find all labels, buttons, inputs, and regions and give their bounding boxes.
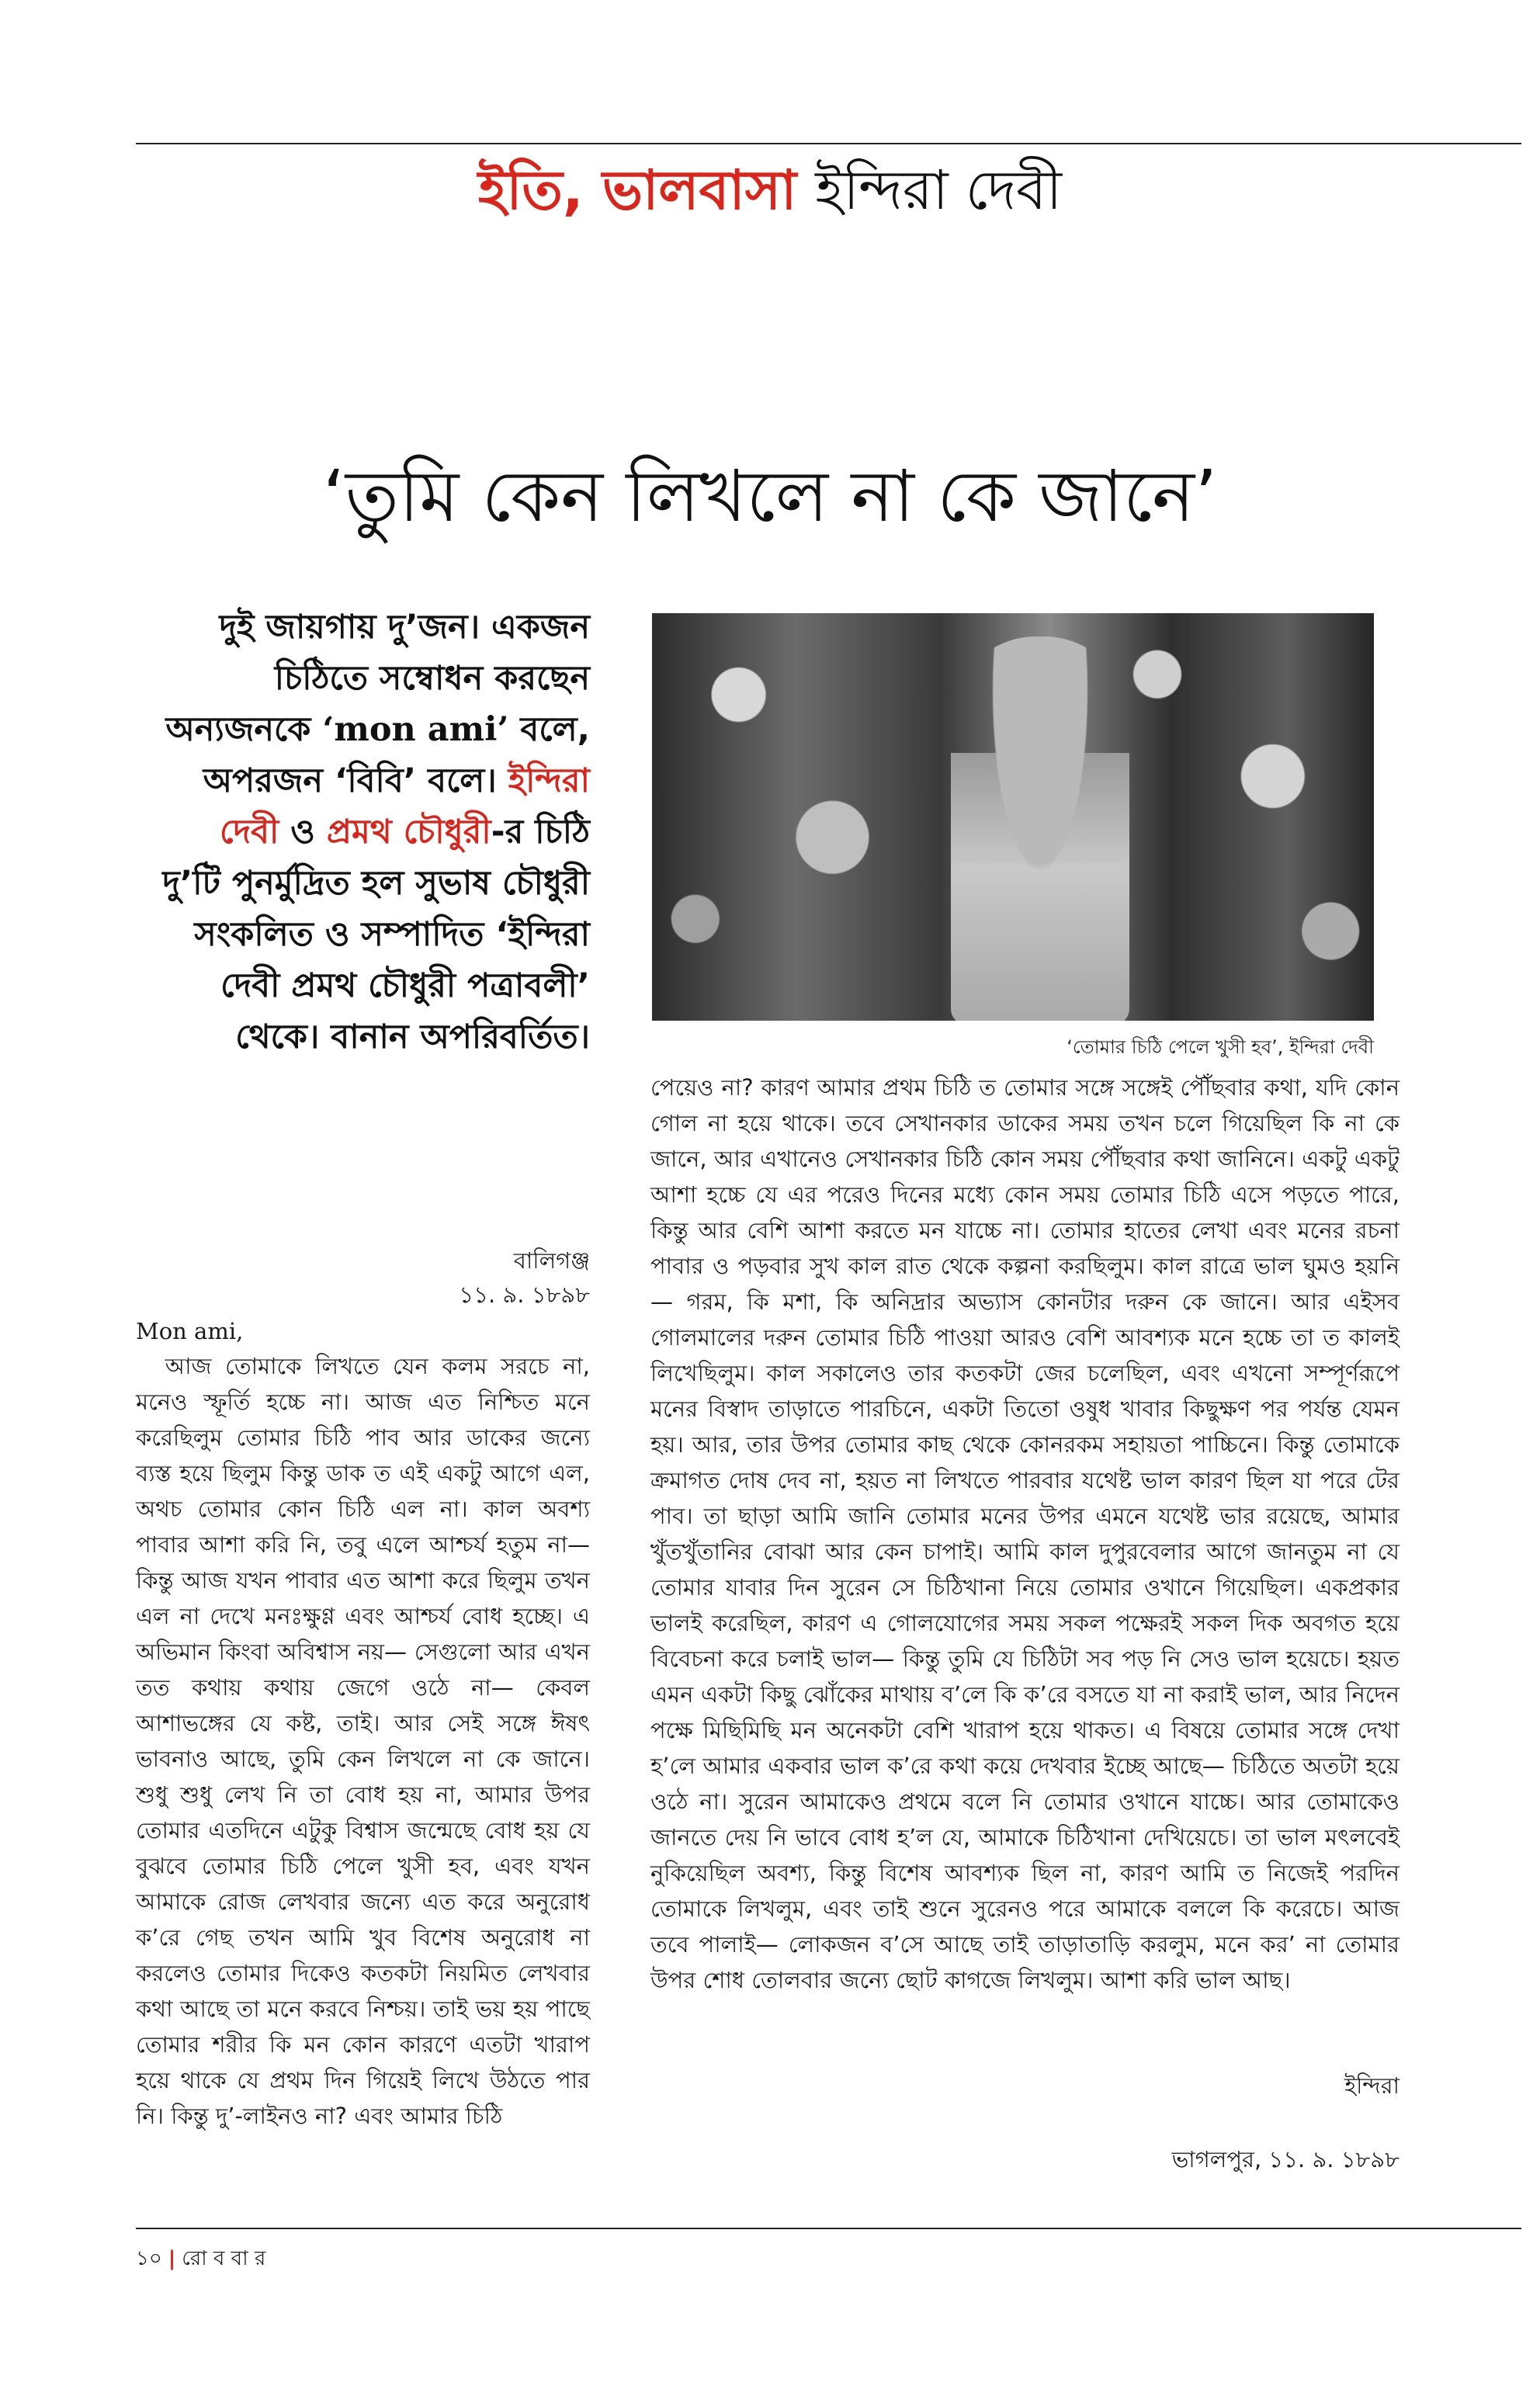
page-footer <box>136 2243 265 2274</box>
intro-mon-ami: ‘mon ami’ <box>322 710 509 749</box>
bottom-rule <box>136 2228 1521 2229</box>
letter-place: বালিগঞ্জ <box>513 1247 590 1274</box>
photo-caption: ‘তোমার চিঠি পেলে খুসী হব’, ইন্দিরা দেবী <box>1067 1036 1374 1058</box>
intro-text-3: ও <box>279 813 327 851</box>
intro-text-2: বলে, অপরজন ‘বিবি’ বলে। <box>203 710 590 800</box>
portrait-photo <box>652 613 1374 1021</box>
intro-blurb <box>155 602 590 1063</box>
section-header <box>0 155 1540 225</box>
photo-figure <box>951 636 1129 1021</box>
publication-name: রো ব বা র <box>182 2247 266 2270</box>
letter-salutation: Mon ami, <box>136 1318 244 1344</box>
letter-body-right-column: পেয়েও না? কারণ আমার প্রথম চিঠি ত তোমার সঙ্গে সঙ্গেই পৌঁছবার কথা, যদি কোন গোল না হয়ে থাকে। তবে সেখানকার ডাকের সময় তখন চলে গিয়েছিল কি না কে জানে, আর এখানেও সেখানকার চিঠি কোন সময় পৌঁছবার কথা জানিনে। একটু একটু আশা হচ্চে যে এর পরেও দিনের মধ্যে কোন সময় তোমার চিঠি এসে পড়তে পারে, কিন্তু আর বেশি আশা করতে মন যাচ্চে না। তোমার হাতের লেখা এবং মনের রচনা পাবার ও পড়বার সুখ কাল রাত থেকে কল্পনা করছিলুম। কাল রাত্রে ভাল ঘুমও হয়নি— গরম, কি মশা, কি অনিদ্রার অভ্যাস কোনটার দরুন কে জানে। আর এইসব গোলমালের দরুন তোমার চিঠি পাওয়া আরও বেশি আবশ্যক মনে হচ্চে তা ত কালই লিখেছিলুম। কাল সকালেও তার কতকটা জের চলেছিল, এবং এখনো সম্পূর্ণরূপে মনের বিস্বাদ তাড়াতে পারচিনে, একটা তিতো ওষুধ খাবার কিছুক্ষণ পর পর্যন্ত যেমন হয়। আর, তার উপর তোমার কাছ থেকে কোনরকম সহায়তা পাচ্চিনে। কিন্তু তোমাকে ক্রমাগত দোষ দেব না, হয়ত না লিখতে পারবার যথেষ্ট ভাল কারণ ছিল যা পরে টের পাব। তা ছাড়া আমি জানি তোমার মনের উপর এমনে যথেষ্ট ভার রয়েছে, আমার খুঁতখুঁতানির বোঝা আর কেন চাপাই। আমি কাল দুপুরবেলার আগে জানতুম না যে তোমার যাবার দিন সুরেন সে চিঠিখানা নিয়ে তোমার ওখানে গিয়েছিল। একপ্রকার ভালই করেছিল, কারণ এ গোলযোগের সময় সকল পক্ষেরই সকল দিক অবগত হয়ে বিবেচনা করে চলাই ভাল— কিন্তু তুমি যে চিঠিটা সব পড় নি সেও ভাল হয়েচে। হয়ত এমন একটা কিছু ঝোঁকের মাথায় ব’লে কি ক’রে বসতে যা না করাই ভাল, আর নিদেন পক্ষে মিছিমিছি মন অনেকটা বেশি খারাপ হয়ে থাকত। এ বিষয়ে তোমার সঙ্গে দেখা হ’লে আমার একবার ভাল ক’রে কথা কয়ে দেখবার ইচ্ছে আছে— চিঠিতে অতটা হয়ে ওঠে না। সুরেন আমাকেও প্রথমে বলে নি তোমার ওখানে যাচ্চে। আর তোমাকেও জানতে দেয় নি ভাবে বোধ হ’ল যে, আমাকে চিঠিখানা দেখিয়েচে। তা ভাল মৎলবেই নুকিয়েছিল অবশ্য, কিন্তু বিশেষ আবশ্যক ছিল না, কারণ আমি ত নিজেই পরদিন তোমাকে লিখলুম, এবং তাই শুনে সুরেনও পরে আমাকে বললে কি করেচে। আজ তবে পালাই— লোকজন ব’সে আছে তাই তাড়াতাড়ি করলুম, মনে কর’ না তোমার উপর শোধ তোলবার জন্যে ছোট কাগজে লিখলুম। আশা করি ভাল আছ। <box>650 1074 1400 1993</box>
section-title: ইতি, ভালবাসা <box>477 158 797 222</box>
article-headline: ‘তুমি কেন লিখলে না কে জানে’ <box>322 455 1218 538</box>
letter-signature: ইন্দিরা <box>1344 2072 1400 2099</box>
intro-text-4: -র চিঠি দু’টি পুনর্মুদ্রিত হল সুভাষ চৌধুরী সংকলিত ও সম্পাদিত ‘ইন্দিরা দেবী প্রমথ চৌধুরী পত্রাবলী’ থেকে। বানান অপরিবর্তিত। <box>162 813 590 1056</box>
top-rule <box>136 143 1521 144</box>
intro-pramatha-name: প্রমথ চৌধুরী <box>326 813 491 851</box>
intro-indira-name: ইন্দিরা দেবী <box>220 761 590 851</box>
page-number: ১০ <box>136 2247 162 2270</box>
letter-body-left-column: আজ তোমাকে লিখতে যেন কলম সরচে না, মনেও স্ফূর্তি হচ্চে না। আজ এত নিশ্চিত মনে করেছিলুম তোমার চিঠি পাব আর ডাকের জন্যে ব্যস্ত হয়ে ছিলুম কিন্তু ডাক ত এই একটু আগে এল, অথচ তোমার কোন চিঠি এল না। কাল অবশ্য পাবার আশা করি নি, তবু এলে আশ্চর্য হতুম না— কিন্তু আজ যখন পাবার এত আশা করে ছিলুম তখন এল না দেখে মনঃক্ষুণ্ণ এবং আশ্চর্য বোধ হচ্ছে। এ অভিমান কিংবা অবিশ্বাস নয়— সেগুলো আর এখন তত কথায় কথায় জেগে ওঠে না— কেবল আশাভঙ্গের যে কষ্ট, তাই। আর সেই সঙ্গে ঈষৎ ভাবনাও আছে, তুমি কেন লিখলে না কে জানে। শুধু শুধু লেখ নি তা বোধ হয় না, আমার উপর তোমার এতদিনে এটুকু বিশ্বাস জন্মেছে বোধ হয় যে বুঝবে তোমার চিঠি পেলে খুসী হব, এবং যখন আমাকে রোজ লেখবার জন্যে এত করে অনুরোধ ক’রে গেছ তখন আমি খুব বিশেষ অনুরোধ না করলেও তোমার দিকেও কতকটা নিয়মিত লেখবার কথা আছে তা মনে করবে নিশ্চয়। তাই ভয় হয় পাছে তোমার শরীর কি মন কোন কারণে এতটা খারাপ হয়ে থাকে যে প্রথম দিন গিয়েই লিখে উঠতে পার নি। কিন্তু দু’-লাইনও না? এবং আমার চিঠি <box>136 1353 590 2129</box>
header-author: ইন্দিরা দেবী <box>815 158 1063 222</box>
footer-separator: | <box>168 2247 176 2270</box>
closing-dateline: ভাগলপুর, ১১. ৯. ১৮৯৮ <box>1171 2146 1400 2173</box>
letter-dateline <box>136 1243 590 1312</box>
intro-text-1: দুই জায়গায় দু’জন। একজন চিঠিতে সম্বোধন করছেন অন্যজনকে <box>165 608 590 749</box>
letter-date: ১১. ৯. ১৮৯৮ <box>459 1281 590 1308</box>
